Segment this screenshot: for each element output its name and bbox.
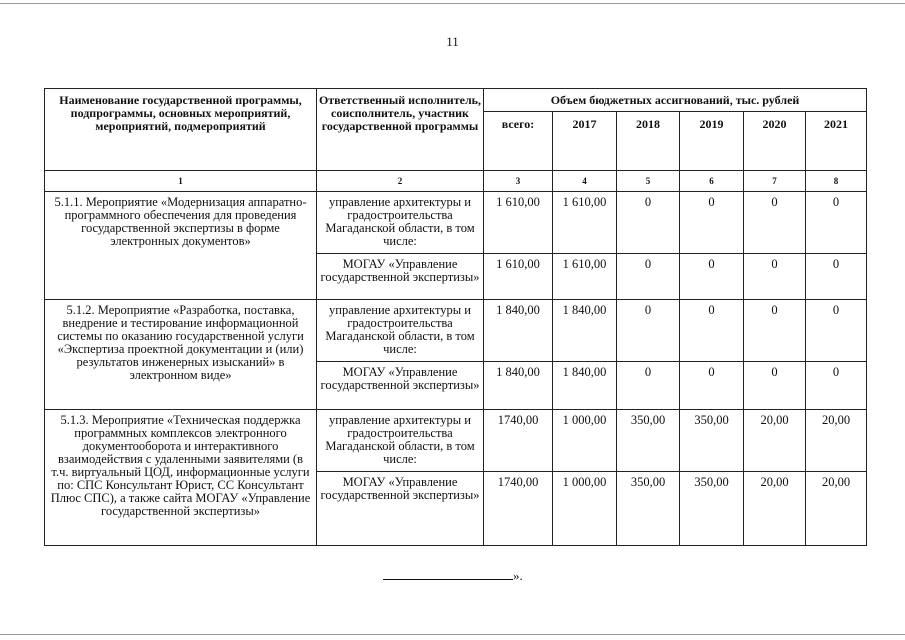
value-2018: 350,00 [617, 472, 680, 546]
header-2018: 2018 [617, 112, 680, 171]
value-total: 1740,00 [484, 410, 553, 472]
col-number: 2 [317, 171, 484, 192]
header-executor: Ответственный исполнитель, соисполнитель, участник государственной программы [317, 89, 484, 171]
header-volume: Объем бюджетных ассигнований, тыс. рублей [484, 89, 867, 112]
closing-quote: ». [513, 568, 523, 583]
column-number-row [45, 171, 867, 192]
value-2020: 0 [744, 362, 806, 410]
value-2021: 0 [806, 362, 867, 410]
value-2017: 1 610,00 [553, 192, 617, 254]
value-2020: 0 [744, 192, 806, 254]
value-total: 1 840,00 [484, 300, 553, 362]
header-row-top [45, 89, 867, 112]
budget-table [44, 88, 867, 546]
value-2017: 1 000,00 [553, 410, 617, 472]
col-number: 7 [744, 171, 806, 192]
scan-edge-top [0, 3, 905, 4]
executor-cell: управление архитектуры и градостроительства Магаданской области, в том числе: [317, 410, 484, 472]
value-2021: 20,00 [806, 410, 867, 472]
col-number: 5 [617, 171, 680, 192]
value-2019: 0 [680, 300, 744, 362]
executor-cell: управление архитектуры и градостроительства Магаданской области, в том числе: [317, 300, 484, 362]
value-2020: 0 [744, 300, 806, 362]
value-total: 1 610,00 [484, 192, 553, 254]
executor-cell: управление архитектуры и градостроительства Магаданской области, в том числе: [317, 192, 484, 254]
value-total: 1740,00 [484, 472, 553, 546]
executor-cell: МОГАУ «Управление государственной экспертизы» [317, 362, 484, 410]
col-number: 1 [45, 171, 317, 192]
col-number: 6 [680, 171, 744, 192]
value-2021: 20,00 [806, 472, 867, 546]
value-2018: 0 [617, 254, 680, 300]
value-2019: 0 [680, 254, 744, 300]
col-number: 8 [806, 171, 867, 192]
value-total: 1 840,00 [484, 362, 553, 410]
value-2017: 1 840,00 [553, 362, 617, 410]
measure-name: 5.1.3. Мероприятие «Техническая поддержка программных комплексов электронного документооборота и интерактивного взаимодействия с удаленными заявителями (в т.ч. виртуальный ЦОД, информационные услуги по: СПС Консультант Юрист, СС Консультант Плюс СПС), а также сайта МОГАУ «Управление государственной экспертизы» [45, 410, 317, 546]
value-2018: 0 [617, 192, 680, 254]
blank-line [383, 567, 513, 580]
scan-edge-bottom [0, 634, 905, 635]
executor-cell: МОГАУ «Управление государственной экспертизы» [317, 254, 484, 300]
header-2017: 2017 [553, 112, 617, 171]
closing-mark [383, 567, 528, 584]
header-name: Наименование государственной программы, подпрограммы, основных мероприятий, мероприятий, подмероприятий [45, 89, 317, 171]
value-2019: 350,00 [680, 410, 744, 472]
value-2020: 20,00 [744, 410, 806, 472]
value-2019: 0 [680, 362, 744, 410]
value-2017: 1 610,00 [553, 254, 617, 300]
table-row [45, 300, 867, 362]
value-2021: 0 [806, 300, 867, 362]
value-2021: 0 [806, 254, 867, 300]
header-2020: 2020 [744, 112, 806, 171]
measure-name: 5.1.2. Мероприятие «Разработка, поставка, внедрение и тестирование информационной системы по оказанию государственной услуги «Экспертиза проектной документации и (или) результатов инженерных изысканий» в электронном виде» [45, 300, 317, 410]
executor-cell: МОГАУ «Управление государственной экспертизы» [317, 472, 484, 546]
header-2019: 2019 [680, 112, 744, 171]
value-2017: 1 000,00 [553, 472, 617, 546]
value-2017: 1 840,00 [553, 300, 617, 362]
page-number: 11 [446, 34, 459, 49]
value-2019: 350,00 [680, 472, 744, 546]
table-row [45, 192, 867, 254]
col-number: 4 [553, 171, 617, 192]
header-total: всего: [484, 112, 553, 171]
value-2018: 350,00 [617, 410, 680, 472]
value-2020: 20,00 [744, 472, 806, 546]
value-2019: 0 [680, 192, 744, 254]
measure-name: 5.1.1. Мероприятие «Модернизация аппаратно-программного обеспечения для проведения государственной экспертизы в форме электронных документов» [45, 192, 317, 300]
col-number: 3 [484, 171, 553, 192]
value-2018: 0 [617, 362, 680, 410]
value-2020: 0 [744, 254, 806, 300]
table-row [45, 410, 867, 472]
value-2018: 0 [617, 300, 680, 362]
value-total: 1 610,00 [484, 254, 553, 300]
value-2021: 0 [806, 192, 867, 254]
header-2021: 2021 [806, 112, 867, 171]
